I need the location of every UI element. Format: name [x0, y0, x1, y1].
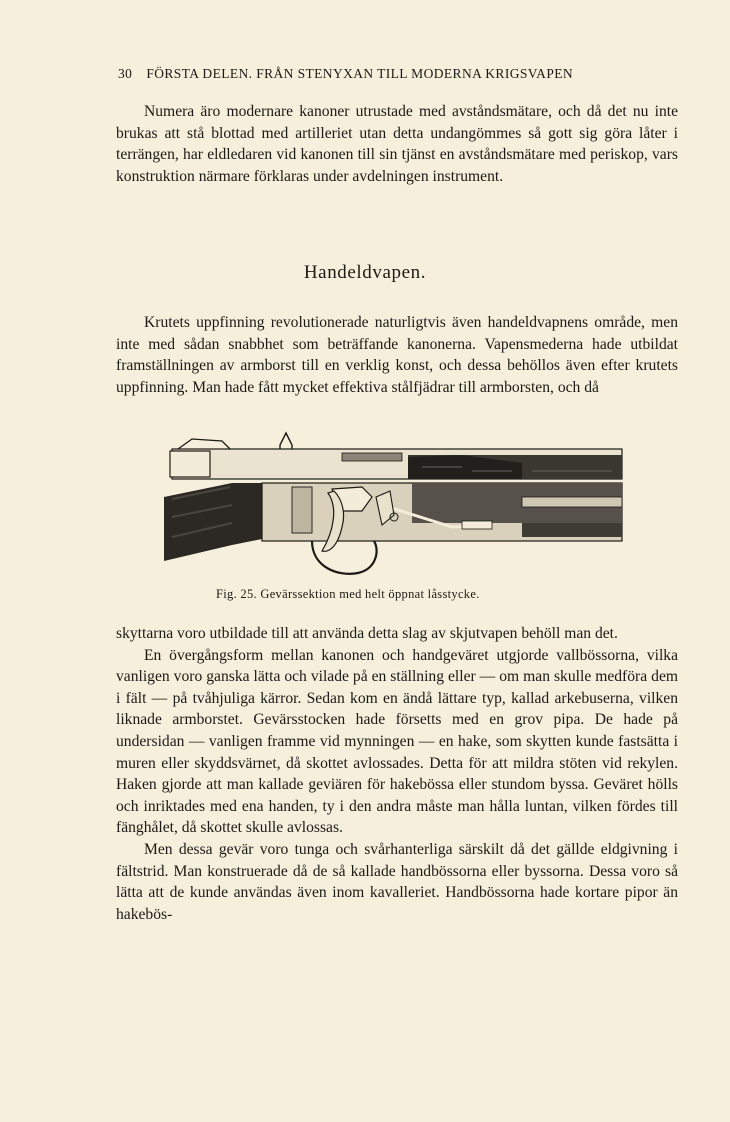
section-heading: Handeldvapen. — [303, 262, 427, 283]
body-text-continued — [116, 623, 678, 925]
paragraph-rangefinder: Numera äro modernare kanoner utrustade med avståndsmätare, och då det nu inte brukas att stå blottad med artilleriet utan detta undangömmes så gott sig göra låter i terrängen, har eldledaren vid kanonen till sin tjänst en avståndsmätare med periskop, vars konstruktion närmare förklaras under avdelningen instrument. — [116, 103, 678, 185]
page-number: 30 — [118, 66, 133, 81]
figure-caption: Fig. 25. Gevärssektion med helt öppnat låsstycke. — [216, 587, 480, 601]
paragraph-wall-guns: En övergångsform mellan kanonen och handgeväret utgjorde vallbössorna, vilka vanligen voro ganska lätta och vilade på en ställning eller — om man skulle medföra dem i fält — på tvåhjuliga kärror. Sedan kom en ändå lättare typ, kallad arkebuserna, vilken liknade armborstet. Gevärsstocken hade försetts med en grov pipa. De hade på undersidan — vanligen framme vid mynningen — en hake, som skytten kunde fastsätta i muren eller skyddsvärnet, då skottet avlossades. Detta för att mildra stöten vid rekylen. Haken gjorde att man kallade geviären för hakebössa eller stundom byssa. Geväret hölls och inriktades med ena handen, ty i den andra måste man hålla luntan, vilken fördes till fänghålet, då skottet skulle avlossas. — [116, 646, 678, 837]
rifle-section-illustration — [162, 427, 630, 585]
page-header — [118, 66, 678, 82]
running-title: FÖRSTA DELEN. FRÅN STENYXAN TILL MODERNA KRIGSVAPEN — [146, 66, 574, 81]
paragraph-hand-guns: Men dessa gevär voro tunga och svårhanterliga särskilt då det gällde eldgivning i fältstrid. Man konstruerade då de så kallade handbössorna eller byssorna. Dessa voro så lätta att de kunde användas även inom kavalleriet. Handbössorna hade kortare pipor än hakebös- — [116, 840, 678, 923]
rifle-section-figure — [162, 427, 630, 585]
paragraph-crossbow: skyttarna voro utbildade till att använda detta slag av skjutvapen behöll man det. — [116, 625, 618, 642]
paragraph-gunpowder: Krutets uppfinning revolutionerade naturligtvis även handeldvapnens område, men inte med sådan snabbhet som beträffande kanonerna. Vapensmederna hade utbildat framställningen av armborst till en verklig konst, och dessa behöllos även efter krutets uppfinning. Man hade fått mycket effektiva stålfjädrar till armborsten, och då — [116, 314, 678, 396]
